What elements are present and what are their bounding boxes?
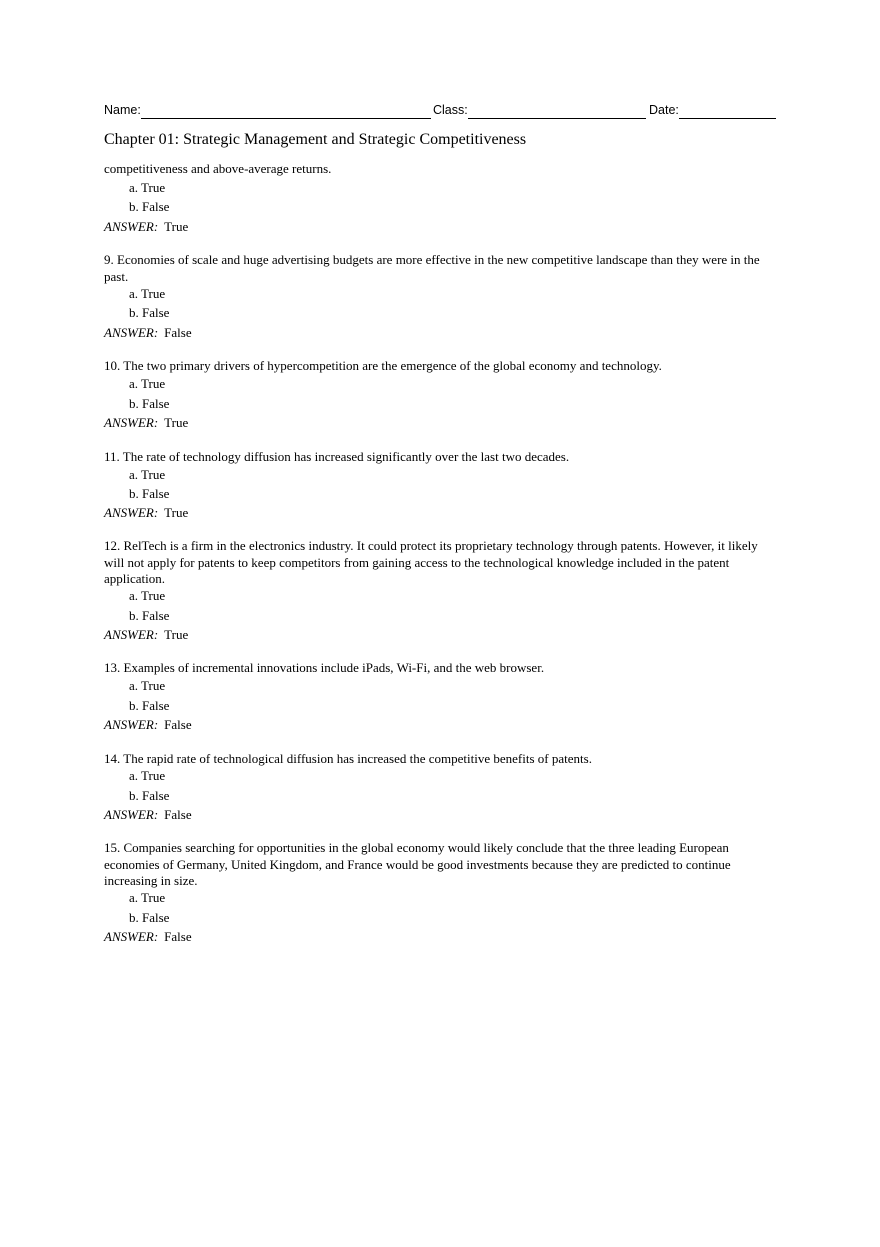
answer-value: False	[164, 325, 192, 340]
answer-line	[104, 717, 192, 733]
answer-line	[104, 219, 188, 235]
option-b: b. False	[129, 305, 170, 320]
class-underline	[468, 118, 646, 119]
answer-label: ANSWER:	[104, 717, 159, 732]
answer-value: True	[164, 415, 189, 430]
answer-label: ANSWER:	[104, 929, 159, 944]
answer-line	[104, 807, 192, 823]
option-a: a. True	[129, 890, 166, 905]
answer-line	[104, 415, 188, 431]
question-text: 12. RelTech is a firm in the electronics industry. It could protect its proprietary technology through patents. However, it likely will not apply for patents to keep competitors from gaining access to the technological knowledge included in the patent application.	[104, 538, 758, 586]
question-text: competitiveness and above-average returns.	[104, 161, 332, 176]
answer-label: ANSWER:	[104, 415, 159, 430]
option-a: a. True	[129, 180, 166, 195]
name-underline	[141, 118, 431, 119]
option-b: b. False	[129, 788, 170, 803]
option-b: b. False	[129, 396, 170, 411]
answer-line	[104, 505, 188, 521]
option-a: a. True	[129, 376, 166, 391]
chapter-title: Chapter 01: Strategic Management and Strategic Competitiveness	[104, 131, 527, 148]
option-b: b. False	[129, 199, 170, 214]
name-label: Name:	[104, 103, 141, 117]
answer-line	[104, 627, 188, 643]
date-underline	[679, 118, 776, 119]
answer-label: ANSWER:	[104, 219, 159, 234]
option-a: a. True	[129, 768, 166, 783]
question-text: 14. The rapid rate of technological diffusion has increased the competitive benefits of patents.	[104, 751, 592, 766]
class-label: Class:	[433, 103, 468, 117]
answer-value: False	[164, 807, 192, 822]
option-b: b. False	[129, 910, 170, 925]
answer-value: True	[164, 219, 189, 234]
option-b: b. False	[129, 486, 170, 501]
answer-value: True	[164, 627, 189, 642]
option-a: a. True	[129, 467, 166, 482]
question-text: 10. The two primary drivers of hypercompetition are the emergence of the global economy and technology.	[104, 358, 662, 373]
answer-line	[104, 929, 192, 945]
answer-value: True	[164, 505, 189, 520]
option-b: b. False	[129, 698, 170, 713]
answer-value: False	[164, 929, 192, 944]
question-text: 11. The rate of technology diffusion has increased significantly over the last two decades.	[104, 449, 570, 464]
option-b: b. False	[129, 608, 170, 623]
answer-label: ANSWER:	[104, 505, 159, 520]
answer-value: False	[164, 717, 192, 732]
answer-label: ANSWER:	[104, 325, 159, 340]
answer-label: ANSWER:	[104, 627, 159, 642]
question-text: 15. Companies searching for opportunities in the global economy would likely conclude that the three leading European economies of Germany, United Kingdom, and France would be good investments because they are predicted to continue increasing in size.	[104, 840, 731, 888]
date-label: Date:	[649, 103, 679, 117]
question-text: 9. Economies of scale and huge advertising budgets are more effective in the new competitive landscape than they were in the past.	[104, 252, 760, 284]
header-row	[104, 103, 776, 121]
answer-label: ANSWER:	[104, 807, 159, 822]
option-a: a. True	[129, 678, 166, 693]
option-a: a. True	[129, 286, 166, 301]
answer-line	[104, 325, 192, 341]
option-a: a. True	[129, 588, 166, 603]
question-text: 13. Examples of incremental innovations include iPads, Wi-Fi, and the web browser.	[104, 660, 545, 675]
